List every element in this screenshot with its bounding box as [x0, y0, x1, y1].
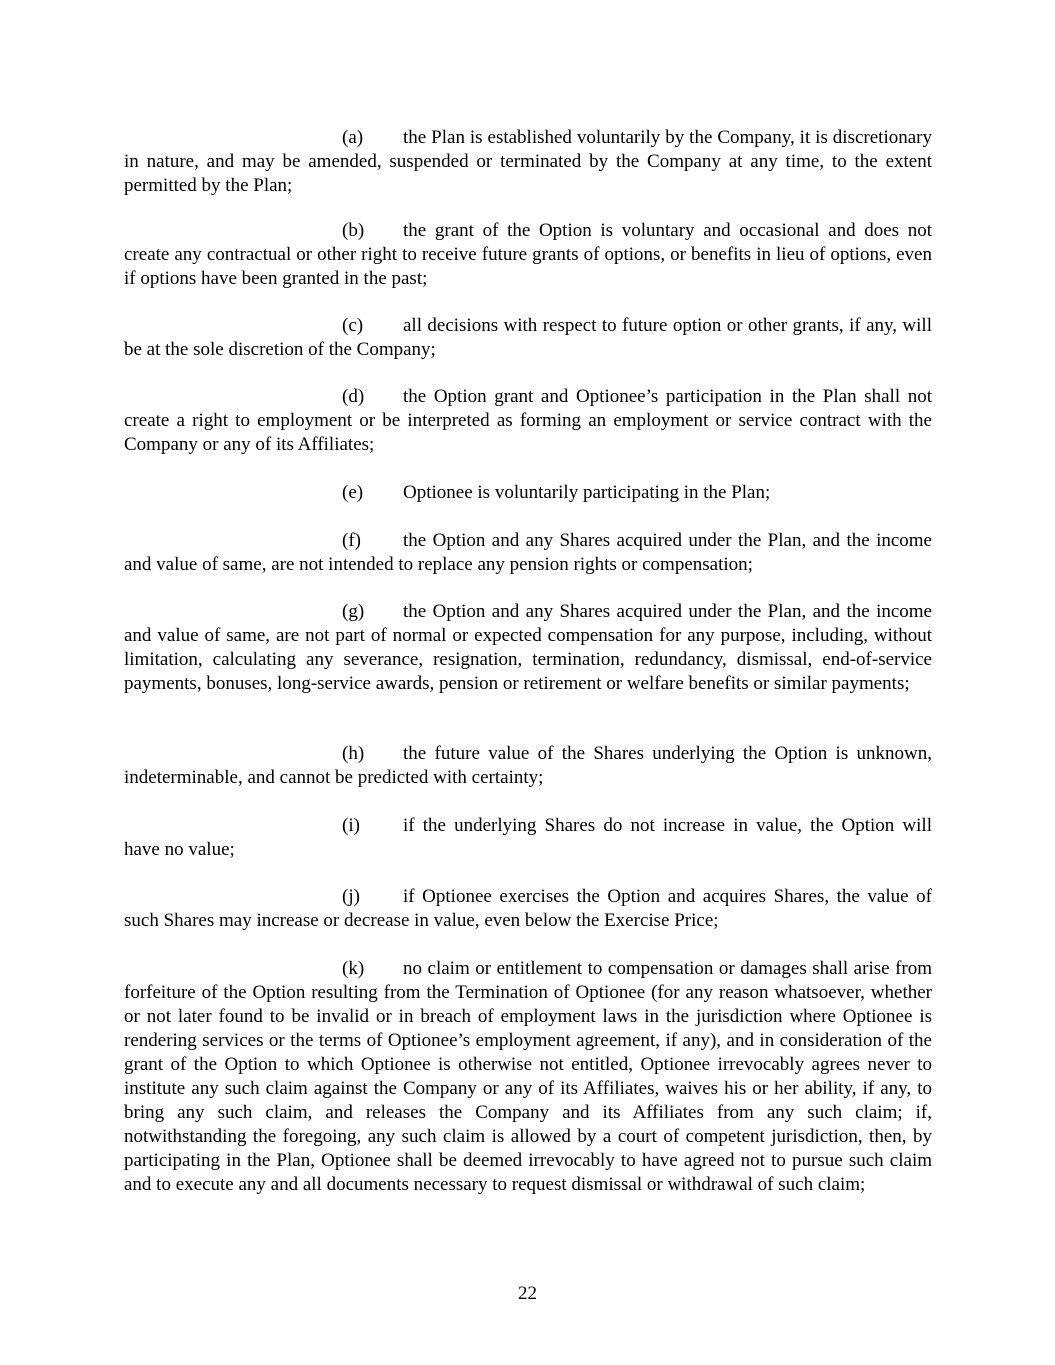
- clause-text: the Option and any Shares acquired under the Plan, and the income and value of same, are not intended to replace any pension rights or compensation;: [124, 530, 932, 575]
- clause-text: the Plan is established voluntarily by the Company, it is discretionary in nature, and may be amended, suspended or terminated by the Company at any time, to the extent permitted by the Plan;: [124, 127, 932, 196]
- clause-marker: (e): [342, 482, 364, 503]
- clause-marker: (g): [342, 601, 365, 622]
- clause-marker: (a): [342, 127, 364, 148]
- clause-b: [124, 219, 932, 291]
- clause-text: the future value of the Shares underlying the Option is unknown, indeterminable, and cannot be predicted with certainty;: [124, 743, 932, 788]
- clause-f: [124, 529, 932, 577]
- clause-c: [124, 314, 932, 362]
- clause-text: if Optionee exercises the Option and acquires Shares, the value of such Shares may increase or decrease in value, even below the Exercise Price;: [124, 886, 932, 931]
- clause-k: [124, 957, 932, 1197]
- clause-marker: (k): [342, 958, 365, 979]
- clause-text: if the underlying Shares do not increase in value, the Option will have no value;: [124, 815, 932, 860]
- clause-text: the Option grant and Optionee’s participation in the Plan shall not create a right to employment or be interpreted as forming an employment or service contract with the Company or any of its Affiliates;: [124, 386, 932, 455]
- clause-marker: (d): [342, 386, 365, 407]
- clause-g: [124, 600, 932, 696]
- clause-h: [124, 742, 932, 790]
- clause-text: no claim or entitlement to compensation or damages shall arise from forfeiture of the Option resulting from the Termination of Optionee (for any reason whatsoever, whether or not later found to be invalid or in breach of employment laws in the jurisdiction where Optionee is rendering services or the terms of Optionee’s employment agreement, if any), and in consideration of the grant of the Option to which Optionee is otherwise not entitled, Optionee irrevocably agrees never to institute any such claim against the Company or any of its Affiliates, waives his or her ability, if any, to bring any such claim, and releases the Company and its Affiliates from any such claim; if, notwithstanding the foregoing, any such claim is allowed by a court of competent jurisdiction, then, by participating in the Plan, Optionee shall be deemed irrevocably to have agreed not to pursue such claim and to execute any and all documents necessary to request dismissal or withdrawal of such claim;: [124, 958, 932, 1195]
- clause-text: the grant of the Option is voluntary and occasional and does not create any contractual or other right to receive future grants of options, or benefits in lieu of options, even if options have been granted in the past;: [124, 220, 932, 289]
- clause-i: [124, 814, 932, 862]
- clause-e: [124, 481, 932, 505]
- page-number: 22: [518, 1283, 537, 1304]
- clause-marker: (i): [342, 815, 360, 836]
- clause-text: Optionee is voluntarily participating in the Plan;: [403, 482, 771, 503]
- clause-d: [124, 385, 932, 457]
- clause-marker: (f): [342, 530, 361, 551]
- clause-text: the Option and any Shares acquired under the Plan, and the income and value of same, are not part of normal or expected compensation for any purpose, including, without limitation, calculating any severance, resignation, termination, redundancy, dismissal, end-of-service payments, bonuses, long-service awards, pension or retirement or welfare benefits or similar payments;: [124, 601, 932, 694]
- clause-marker: (b): [342, 220, 365, 241]
- clause-text: all decisions with respect to future option or other grants, if any, will be at the sole discretion of the Company;: [124, 315, 932, 360]
- clause-marker: (h): [342, 743, 365, 764]
- clause-marker: (j): [342, 886, 360, 907]
- clause-j: [124, 885, 932, 933]
- clause-marker: (c): [342, 315, 364, 336]
- clause-a: [124, 126, 932, 198]
